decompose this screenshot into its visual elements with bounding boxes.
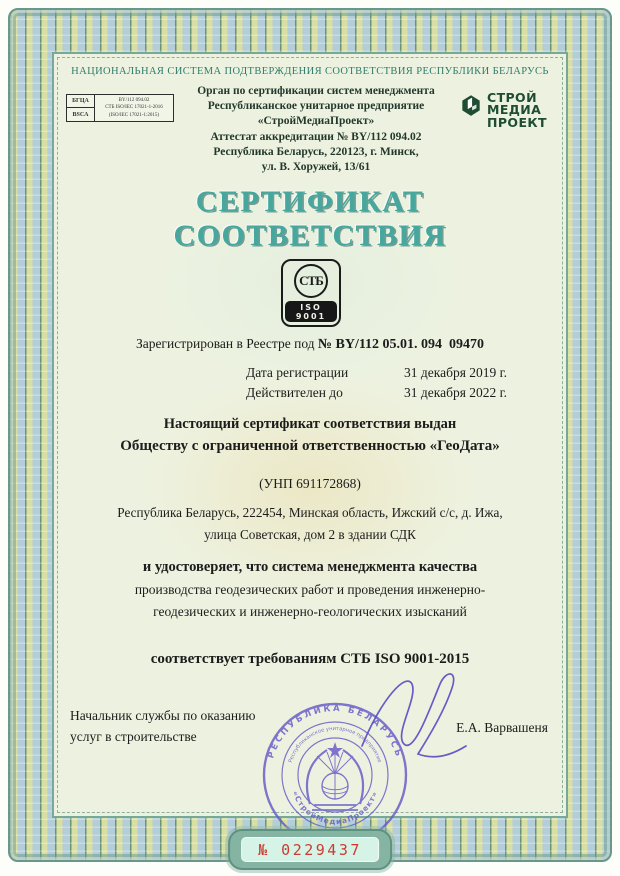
valid-until-value: 31 декабря 2022 г. (404, 384, 508, 400)
registration-date-label: Дата регистрации (246, 364, 349, 380)
valid-until-label: Действителен до (246, 384, 343, 400)
issuer-line: «СтройМедиаПроект» (257, 115, 375, 128)
registration-date-value: 31 декабря 2019 г. (404, 364, 508, 380)
issuer-line: Республиканское унитарное предприятие (207, 100, 425, 113)
stamp-country-text: РЕСПУБЛИКА БЕЛАРУСЬ (266, 703, 404, 760)
signer-name: Е.А. Варвашеня (456, 720, 548, 736)
accreditation-line: СТБ ISO/IEC 17021-1-2016 (105, 105, 163, 111)
valid-until-row (246, 383, 566, 403)
certificate-title: СЕРТИФИКАТ СООТВЕТСТВИЯ (173, 185, 447, 253)
accreditation-bsca-label: BSCA (72, 111, 89, 118)
issuer-details (180, 84, 452, 175)
accreditation-mark (66, 94, 174, 122)
accreditation-mark-left (67, 95, 95, 121)
registry-prefix: Зарегистрирован в Реестре под (135, 335, 315, 351)
national-system-line: НАЦИОНАЛЬНАЯ СИСТЕМА ПОДТВЕРЖДЕНИЯ СООТВЕТСТВИЯ РЕСПУБЛИКИ БЕЛАРУСЬ (71, 66, 549, 77)
serial-number-badge (228, 829, 392, 870)
scope-line: производства геодезических работ и проведения инженерно- (134, 582, 486, 598)
accreditation-bgca-label: БГЦА (67, 95, 94, 108)
issuer-line: Аттестат аккредитации № BY/112 094.02 (210, 130, 422, 143)
holder-name: Обществу с ограниченной ответственностью «ГеоДата» (120, 438, 500, 455)
signature-ink (354, 668, 484, 763)
registry-number: № BY/112 05.01. 094 09470 (317, 336, 485, 352)
stamp-company-text: «СтройМедиаПроект» (290, 789, 380, 827)
scope-line: геодезических и инженерно-геологических изысканий (153, 604, 467, 620)
holder-address-line: улица Советская, дом 2 в здании СДК (204, 527, 416, 543)
standard-statement: соответствует требованиям СТБ ISO 9001-2015 (150, 651, 470, 668)
certifies-statement: и удостоверяет, что система менеджмента качества (142, 559, 478, 576)
unp-number: (УНП 691172868) (259, 476, 361, 492)
registration-date-row (246, 363, 566, 383)
issuer-line: ул. В. Хоружей, 13/61 (261, 160, 371, 173)
accreditation-line: (ISO/IEC 17021-1:2015) (108, 112, 160, 118)
logo-cube-icon (458, 92, 484, 118)
stb-circle-logo: СТБ (294, 264, 328, 298)
issued-statement: Настоящий сертификат соответствия выдан (163, 416, 457, 433)
holder-address-line: Республика Беларусь, 222454, Минская область, Ижский с/с, д. Ижа, (117, 505, 503, 521)
serial-number: № 0229437 (241, 837, 379, 862)
certificate-body (52, 52, 568, 827)
stb-mark-frame (281, 259, 341, 327)
registry-line (54, 336, 566, 353)
iso9001-bar: ISO 9001 (285, 301, 337, 322)
stb-iso9001-mark (281, 259, 339, 327)
logo-text: СТРОЙ МЕДИА ПРОЕКТ (487, 90, 547, 130)
issuer-line: Республика Беларусь, 220123, г. Минск, (213, 145, 419, 158)
issuer-block (54, 84, 566, 175)
issuer-line: Орган по сертификации систем менеджмента (197, 85, 435, 97)
stamp-enterprise-text: Республиканское унитарное предприятие (287, 726, 383, 764)
stroymediaproekt-logo (458, 92, 554, 129)
accreditation-line: BY/112 094.02 (118, 98, 150, 103)
accreditation-mark-right (95, 95, 173, 121)
signer-job-title: Начальник службы по оказанию услуг в строительстве (70, 708, 256, 745)
dates-block (246, 363, 566, 404)
